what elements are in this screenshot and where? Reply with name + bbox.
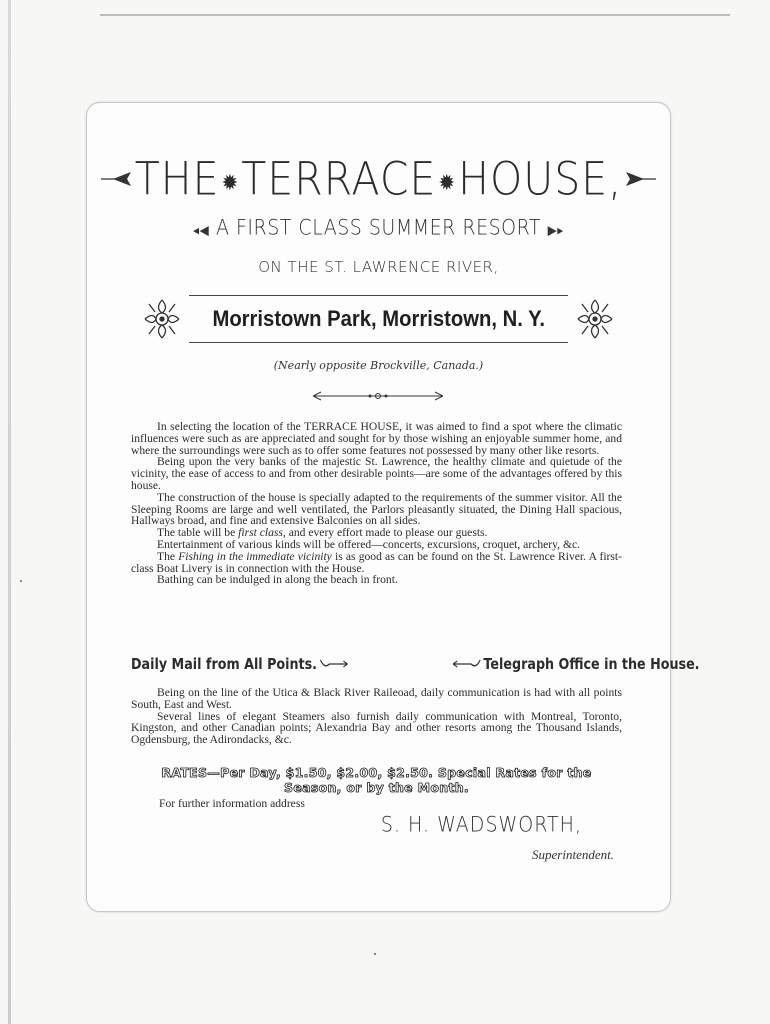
right-ornament-icon bbox=[622, 169, 656, 189]
rates-block bbox=[131, 765, 622, 795]
scan-edge-left bbox=[8, 0, 11, 1024]
further-information: For further information address bbox=[159, 797, 305, 810]
advertisement-card bbox=[86, 102, 700, 912]
scan-speck bbox=[374, 953, 376, 955]
park-banner bbox=[143, 291, 614, 347]
right-bracket-ornament-icon: ▶▸ bbox=[547, 222, 564, 238]
paragraph: Bathing can be indulged in along the beach in front. bbox=[157, 573, 398, 587]
location-note: (Nearly opposite Brockville, Canada.) bbox=[273, 359, 484, 372]
paragraph: Being upon the very banks of the majestic St. Lawrence, the healthy climate and quietude of the vicinity, the ease of access to and from other desirable points—are some of the advantages offered by this house. bbox=[131, 455, 622, 492]
left-ornament-icon bbox=[101, 169, 135, 189]
title-row bbox=[87, 153, 670, 205]
left-floral-ornament-icon bbox=[143, 294, 181, 344]
paragraph: In selecting the location of the TERRACE HOUSE, it was aimed to find a spot where the climatic influences were such as are appreciated and sought for by those wishing an enjoyable summer home, and where the surroundings were such as to offer some features not possessed by many other like resorts. bbox=[131, 420, 622, 457]
scan-edge-top bbox=[100, 14, 730, 16]
right-floral-ornament-icon bbox=[576, 294, 614, 344]
star-ornament-icon: ✹ bbox=[438, 169, 457, 196]
paragraph-table: The table will be first class, and every effort made to please our guests. bbox=[157, 526, 488, 540]
signature-title: Superintendent. bbox=[532, 847, 614, 862]
left-bracket-ornament-icon: ◂◀ bbox=[193, 222, 210, 238]
page-title: THE ✹TERRACE ✹HOUSE, bbox=[134, 152, 623, 206]
star-ornament-icon: ✹ bbox=[221, 169, 240, 196]
location-line: ON THE ST. LAWRENCE RIVER, bbox=[258, 258, 499, 276]
telegraph-heading: Telegraph Office in the House. bbox=[451, 655, 699, 673]
park-label: Morristown Park, Morristown, N. Y. bbox=[212, 306, 545, 331]
paragraph: Several lines of elegant Steamers also furnish daily communication with Montreal, Toronto, Kingston, and other Canadian points; Alexandria Bay and other resorts among the Thousand Islands, Ogdensburg, the Adirondacks, &c. bbox=[131, 709, 622, 747]
paragraph: Entertainment of various kinds will be offered—concerts, excursions, croquet, archery, &c. bbox=[157, 537, 581, 551]
body-text bbox=[131, 421, 622, 586]
body-text-transport bbox=[131, 687, 622, 746]
signature-name: S. H. WADSWORTH, bbox=[380, 812, 582, 838]
flourish-left-icon bbox=[451, 657, 481, 671]
daily-mail-heading: Daily Mail from All Points. bbox=[131, 655, 349, 673]
paragraph: Being on the line of the Utica & Black River Raileoad, daily communication is had with all points South, East and West. bbox=[131, 686, 622, 711]
divider-ornament-icon bbox=[313, 390, 443, 402]
scan-speck bbox=[20, 580, 22, 582]
rates-line: Season, or by the Month. bbox=[284, 780, 469, 795]
mail-telegraph-row bbox=[131, 651, 700, 677]
flourish-right-icon bbox=[319, 657, 349, 671]
rates-line: RATES—Per Day, $1.50, $2.00, $2.50. Special Rates for the bbox=[161, 765, 592, 780]
paragraph: The construction of the house is specially adapted to the requirements of the summer visitor. All the Sleeping Rooms are large and well ventilated, the Parlors pleasantly situated, the Dining Hall spacious, Hallways broad, and fine and extensive Balconies on all sides. bbox=[131, 490, 622, 528]
paragraph-fishing: The Fishing in the immediate vicinity is as good as can be found on the St. Lawrence River. A first-class Boat Livery is in connection with the House. bbox=[131, 549, 622, 575]
park-box bbox=[189, 295, 568, 343]
subtitle: ◂◀ A FIRST CLASS SUMMER RESORT ▶▸ bbox=[193, 215, 564, 241]
